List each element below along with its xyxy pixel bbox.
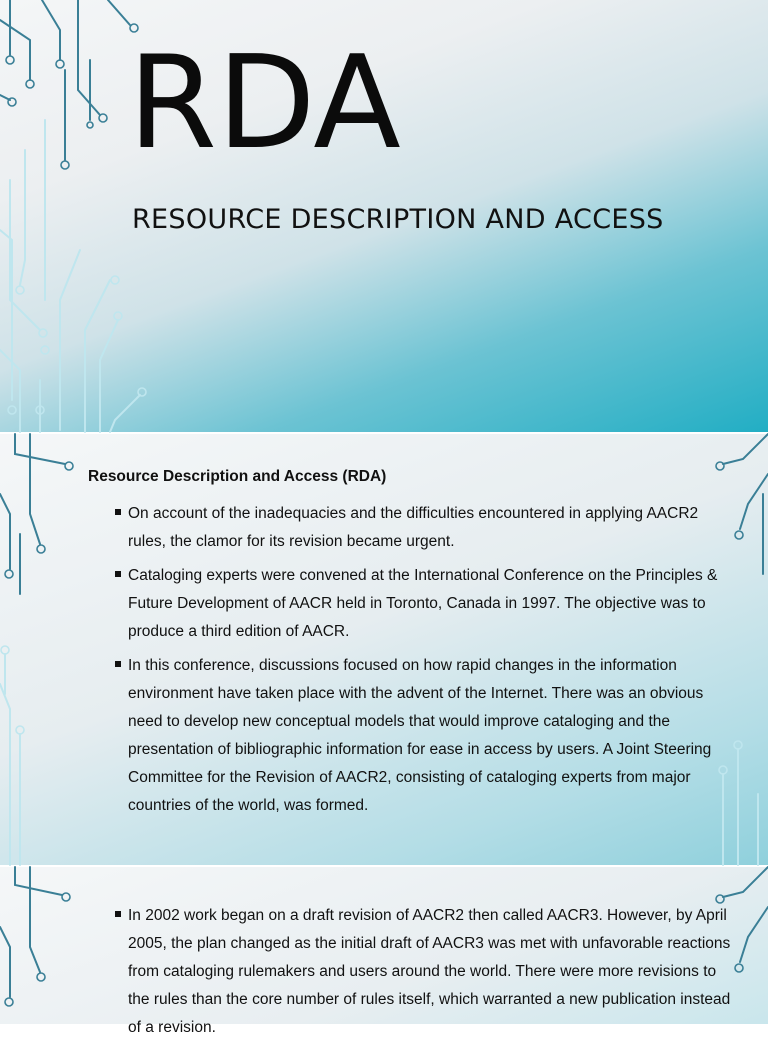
bullet-list — [112, 500, 732, 826]
list-item: In 2002 work began on a draft revision of AACR2 then called AACR3. However, by April 2005, the plan changed as the initial draft of AACR3 was met with unfavorable reactions from cataloging rulemakers and users around the world. There were more revisions to the rules than the core number of rules itself, which warranted a new publication instead of a revision. — [112, 902, 732, 1042]
slide-title-heading: RDA — [128, 29, 401, 178]
list-item: On account of the inadequacies and the difficulties encountered in applying AACR2 rules, the clamor for its revision became urgent. — [112, 500, 732, 556]
circuit-decoration-left — [0, 867, 80, 1024]
slide-rda-overview — [0, 434, 768, 865]
list-item: Cataloging experts were convened at the International Conference on the Principles & Future Development of AACR held in Toronto, Canada in 1997. The objective was to produce a third edition of AACR. — [112, 562, 732, 646]
circuit-decoration-left-lower — [0, 434, 80, 865]
slide-rda-history — [0, 867, 768, 1036]
list-item: In this conference, discussions focused on how rapid changes in the information environment have taken place with the advent of the Internet. There was an obvious need to develop new conceptual models that would improve cataloging and the presentation of bibliographic information for ease in access by users. A Joint Steering Committee for the Revision of AACR2, consisting of cataloging experts from major countries of the world, was formed. — [112, 652, 732, 820]
slide-subtitle: RESOURCE DESCRIPTION AND ACCESS — [132, 204, 664, 235]
bullet-list — [112, 902, 732, 1048]
slide-heading: Resource Description and Access (RDA) — [88, 468, 387, 485]
slide-title — [0, 0, 768, 432]
